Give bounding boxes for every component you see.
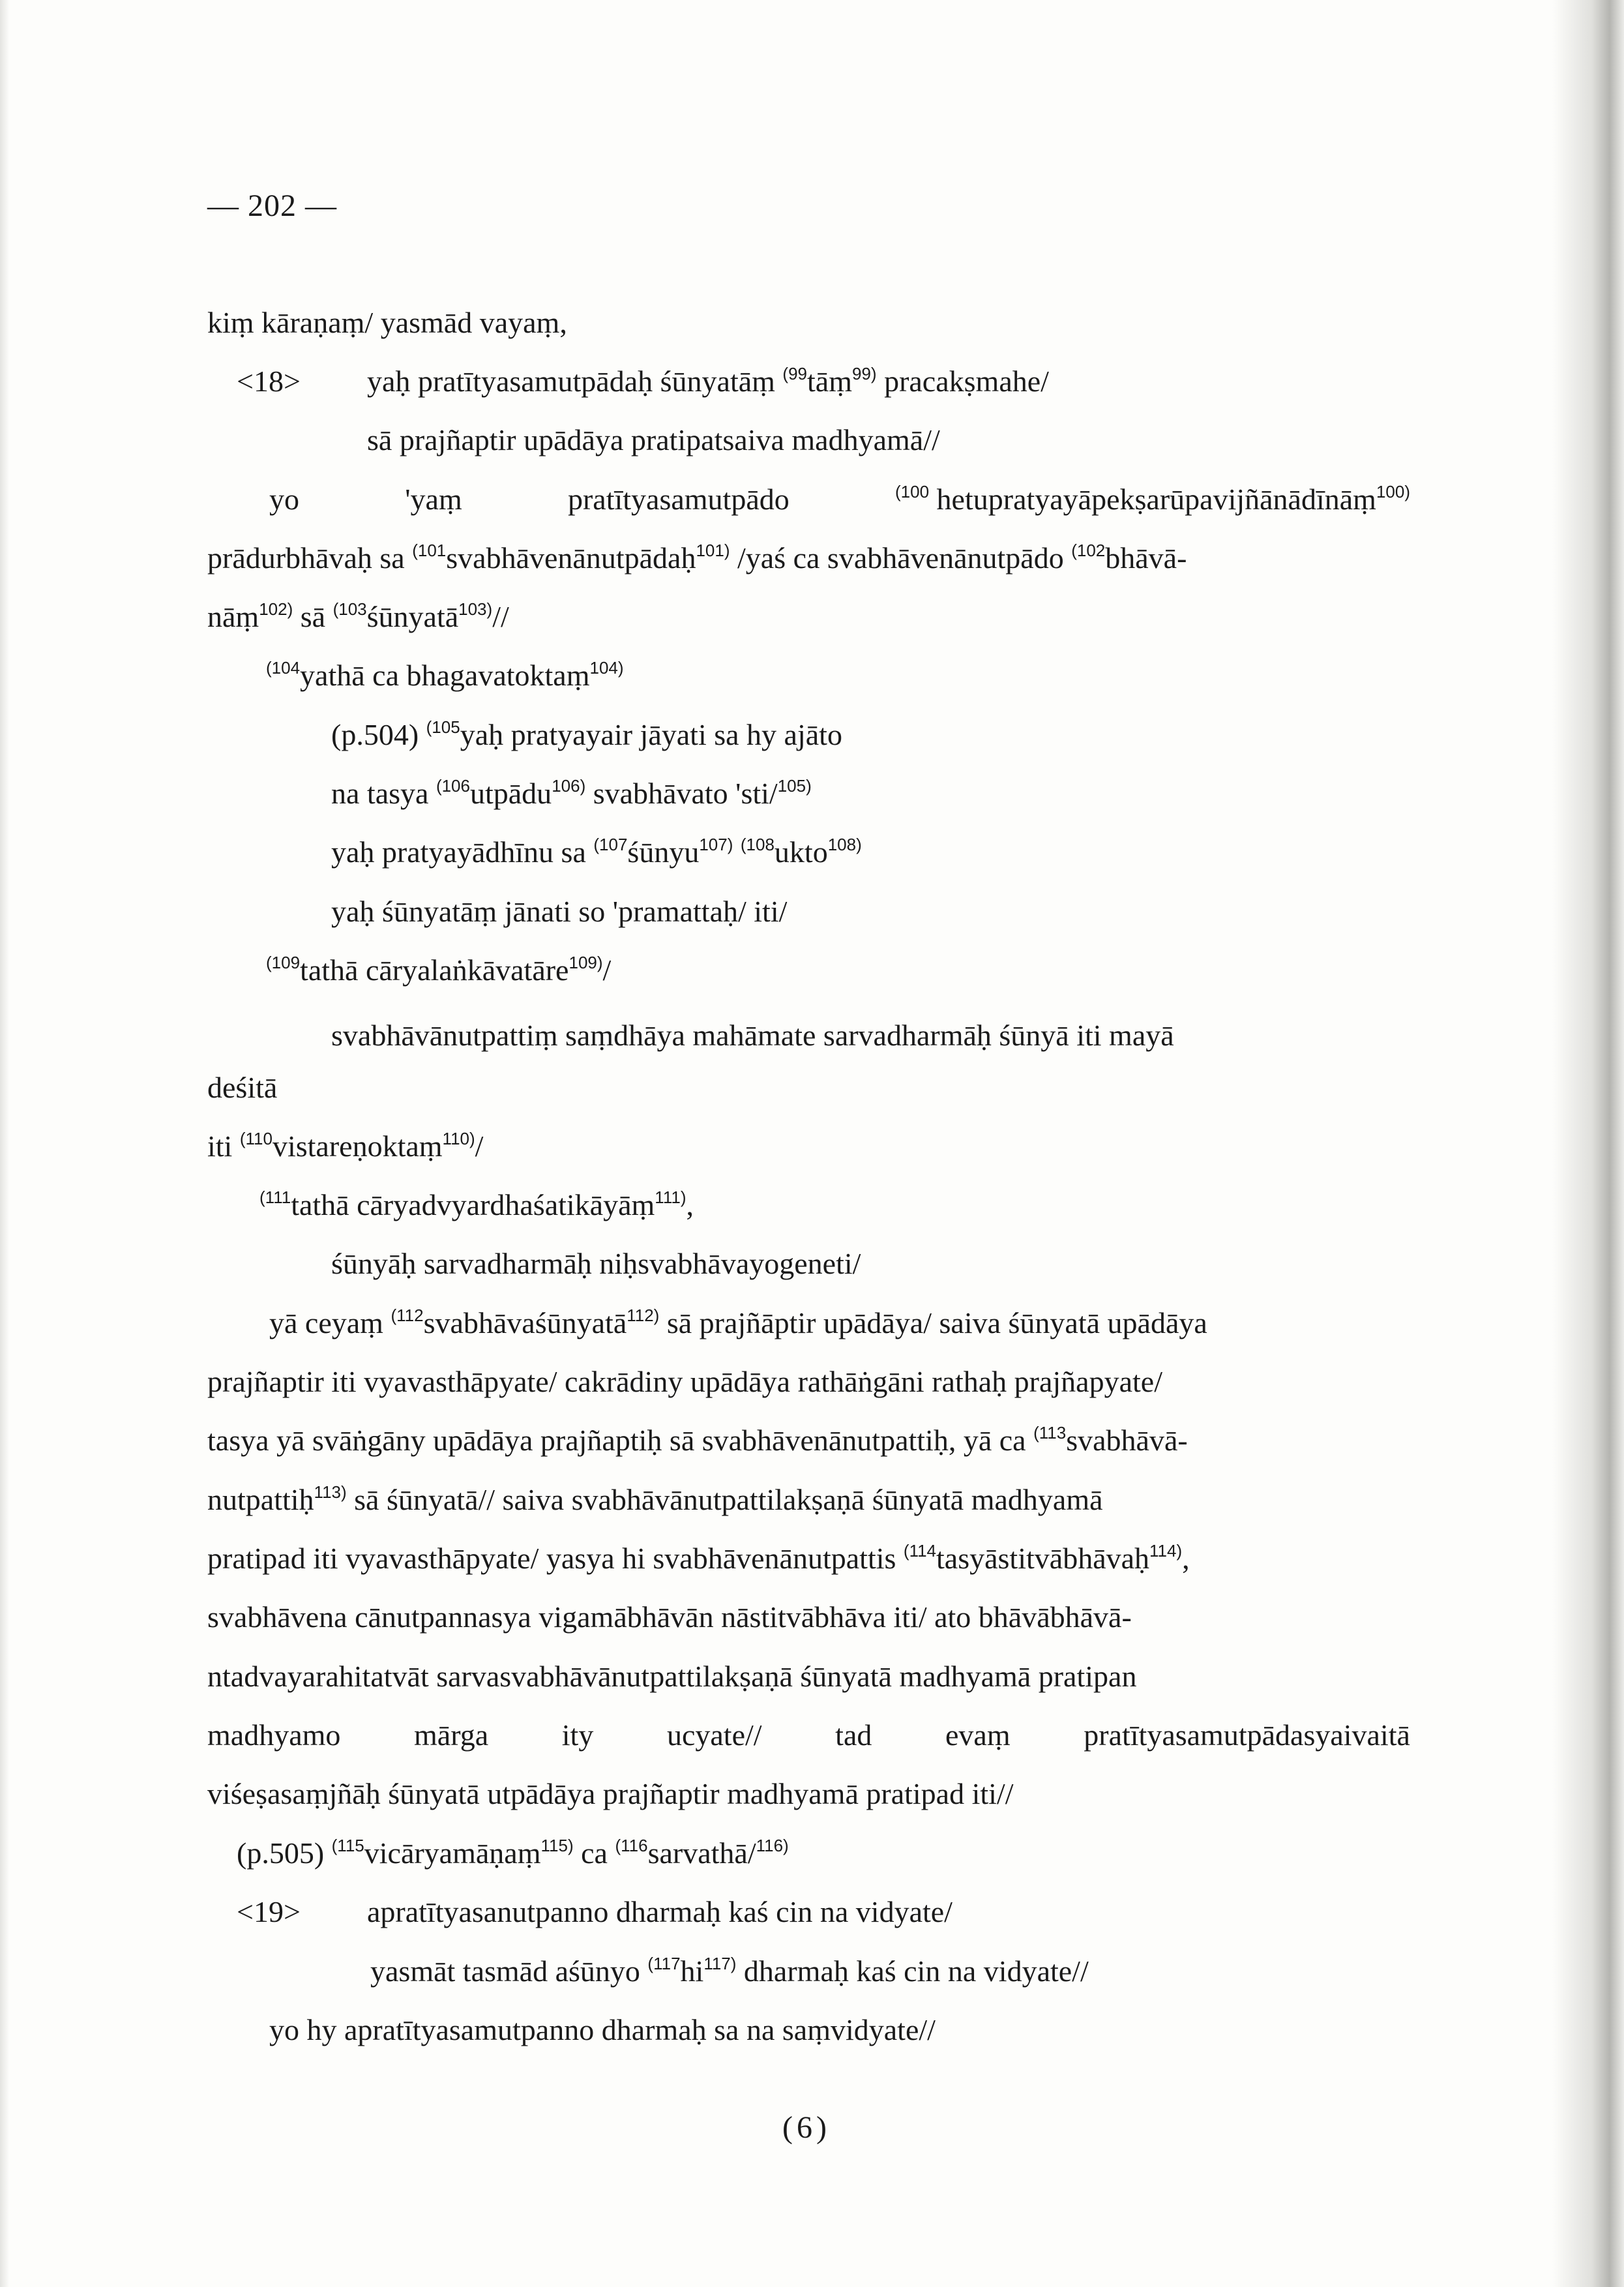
scan-edge-left (0, 0, 9, 2287)
text-line: (p.505) $^{(115}$vicāryamāṇaṃ$^{115)}$ ca $^{(116}$sarvathā/$^{116)}$ (237, 1836, 789, 1870)
scan-edge-shadow (1552, 0, 1624, 2287)
text-line: tasya yā svāṅgāny upādāya prajñaptiḥ sā svabhāvenānutpattiḥ, yā ca $^{(113}$svabhāvā- (207, 1423, 1188, 1457)
text-line: kiṃ kāraṇaṃ/ yasmād vayaṃ, (207, 306, 567, 339)
verse-line: sā prajñaptir upādāya pratipatsaiva madhyamā// (367, 423, 940, 456)
text-line: $^{(109}$tathā cāryalaṅkāvatāre$^{109)}$/ (266, 953, 612, 987)
text-line: yā ceyaṃ $^{(112}$svabhāvaśūnyatā$^{112)}$ sā prajñāptir upādāya/ saiva śūnyatā upādāya (269, 1306, 1207, 1339)
verse-label: <18> (237, 365, 301, 398)
text-line: $^{(104}$yathā ca bhagavatoktaṃ$^{104)}$ (266, 658, 624, 692)
verse-line: na tasya $^{(106}$utpādu$^{106)}$ svabhāvato 'sti/$^{105)}$ (331, 776, 812, 810)
text-line: yo hy apratītyasamutpanno dharmaḥ sa na saṃvidyate// (269, 2013, 936, 2046)
text-line: viśeṣasaṃjñāḥ śūnyatā utpādāya prajñaptir madhyamā pratipad iti// (207, 1777, 1014, 1810)
text-line: nutpattiḥ$^{113)}$ sā śūnyatā// saiva svabhāvānutpattilakṣaṇā śūnyatā madhyamā (207, 1482, 1103, 1516)
verse-line: yaḥ pratītyasamutpādaḥ śūnyatāṃ $^{(99}$tāṃ$^{99)}$ pracakṣmahe/ (367, 364, 1049, 398)
verse-label: <19> (237, 1895, 301, 1928)
verse-line: yasmāt tasmād aśūnyo $^{(117}$hi$^{117)}$ dharmaḥ kaś cin na vidyate// (370, 1954, 1089, 1988)
text-line: pratipad iti vyavasthāpyate/ yasya hi svabhāvenānutpattis $^{(114}$tasyāstitvābhāvaḥ$^{114)}$, (207, 1541, 1190, 1575)
text-line: svabhāvena cānutpannasya vigamābhāvān nāstitvābhāva iti/ ato bhāvābhāvā- (207, 1600, 1132, 1634)
text-line: madhyamo mārga ity ucyate// tad evaṃ pratītyasamutpādasyaivaitā (207, 1718, 1410, 1752)
page-number: — 202 — (207, 188, 337, 223)
text-line: śūnyāḥ sarvadharmāḥ niḥsvabhāvayogeneti/ (331, 1247, 861, 1280)
verse-line: yaḥ pratyayādhīnu sa $^{(107}$śūnyu$^{107)}$ $^{(108}$ukto$^{108)}$ (331, 835, 862, 869)
footer-page-number: (6) (782, 2110, 831, 2145)
verse-line: apratītyasanutpanno dharmaḥ kaś cin na vidyate/ (367, 1895, 952, 1928)
text-line: prajñaptir iti vyavasthāpyate/ cakrādiny upādāya rathāṅgāni rathaḥ prajñapyate/ (207, 1365, 1162, 1398)
verse-line: yaḥ śūnyatāṃ jānati so 'pramattaḥ/ iti/ (331, 895, 788, 928)
text-line: svabhāvānutpattiṃ saṃdhāya mahāmate sarvadharmāḥ śūnyā iti mayā (331, 1019, 1174, 1052)
text-line: ntadvayarahitatvāt sarvasvabhāvānutpattilakṣaṇā śūnyatā madhyamā pratipan (207, 1660, 1137, 1693)
text-line: yo 'yaṃ pratītyasamutpādo $^{(100}$ hetupratyayāpekṣarūpavijñānādīnāṃ$^{100)}$ (269, 482, 1410, 516)
text-line: iti $^{(110}$vistareṇoktaṃ$^{110)}$/ (207, 1129, 484, 1163)
text-line: $^{(111}$tathā cāryadvyardhaśatikāyāṃ$^{111)}$, (259, 1188, 694, 1221)
text-line: deśitā (207, 1071, 278, 1104)
text-line: nāṃ$^{102)}$ sā $^{(103}$śūnyatā$^{103)}$// (207, 599, 509, 633)
verse-line: (p.504) $^{(105}$yaḥ pratyayair jāyati sa hy ajāto (331, 717, 842, 751)
text-line: prādurbhāvaḥ sa $^{(101}$svabhāvenānutpādaḥ$^{101)}$ /yaś ca svabhāvenānutpādo $^{(102}$bhāvā- (207, 541, 1187, 575)
